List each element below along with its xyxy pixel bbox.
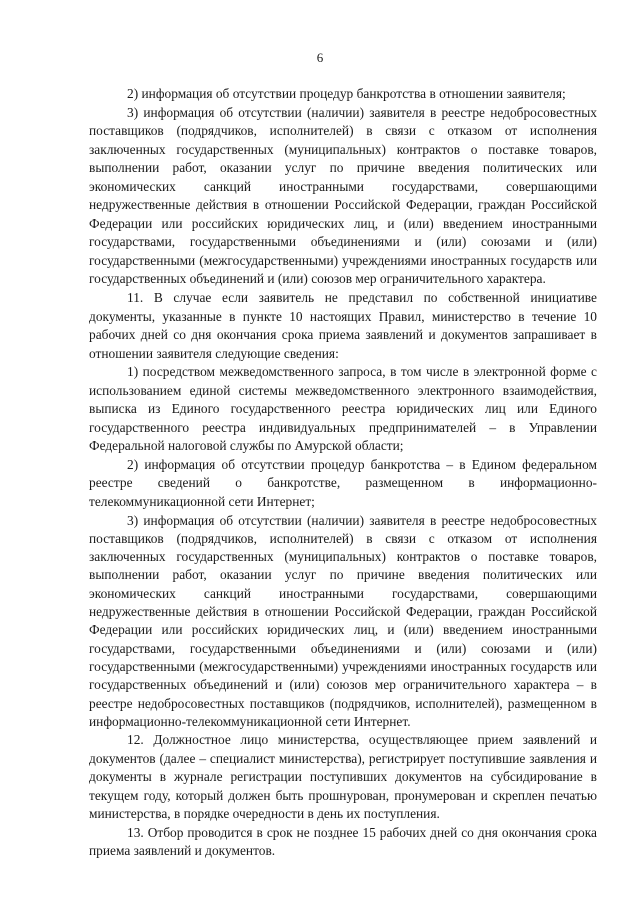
paragraph-11-1-registry-extract: 1) посредством межведомственного запроса, в том числе в электронной форме с использованием единой системы межведомственного электронного взаимодействия, выписка из Единого государственного реестра юридических лиц или Единого государственного реестра индивидуальных предпринимателей – в Управлении Федеральной налоговой службы по Амурской области; (89, 364, 597, 454)
paragraph-12-registration: 12. Должностное лицо министерства, осуществляющее прием заявлений и документов (далее – специалист министерства), регистрирует поступившие заявления и документы в журнале регистрации поступивших документов на субсидирование в текущем году, который должен быть прошнурован, пронумерован и скреплен печатью министерства, в порядке очередности в день их поступления. (89, 732, 597, 822)
paragraph-11-2-bankruptcy-registry: 2) информация об отсутствии процедур банкротства – в Едином федеральном реестре сведений о банкротстве, размещенном в информационно-телекоммуникационной сети Интернет; (89, 456, 597, 510)
paragraph-11-interagency-request: 11. В случае если заявитель не представил по собственной инициативе документы, указанные в пункте 10 настоящих Правил, министерство в течение 10 рабочих дней со дня окончания срока приема заявлений и документов запрашивает в отношении заявителя следующие сведения: (89, 290, 597, 361)
document-body (89, 85, 597, 861)
paragraph-11-3-unfair-suppliers-registry: 3) информация об отсутствии (наличии) заявителя в реестре недобросовестных поставщиков (подрядчиков, исполнителей) в связи с отказом от исполнения заключенных государственных (муниципальных) контрактов о поставке товаров, выполнении работ, оказании услуг по причине введения политических или экономических санкций иностранными государствами, совершающими недружественные действия в отношении Российской Федерации, граждан Российской Федерации или российских юридических лиц, и (или) введением иностранными государствами, государственными объединениями и (или) союзами и (или) государственными (межгосударственными) учреждениями иностранных государств или государственных объединений и (или) союзов мер ограничительного характера – в реестре недобросовестных поставщиков (подрядчиков, исполнителей), размещенном в информационно-телекоммуникационной сети Интернет. (89, 512, 597, 729)
page-number: 6 (316, 50, 324, 65)
paragraph-3-unfair-suppliers-registry: 3) информация об отсутствии (наличии) заявителя в реестре недобросовестных поставщиков (подрядчиков, исполнителей) в связи с отказом от исполнения заключенных государственных (муниципальных) контрактов о поставке товаров, выполнении работ, оказании услуг по причине введения политических или экономических санкций иностранными государствами, совершающими недружественные действия в отношении Российской Федерации, граждан Российской Федерации или российских юридических лиц, и (или) введением иностранными государствами, государственными объединениями и (или) союзами и (или) государственными (межгосударственными) учреждениями иностранных государств или государственных объединений и (или) союзов мер ограничительного характера. (89, 104, 597, 287)
paragraph-13-selection-deadline: 13. Отбор проводится в срок не позднее 15 рабочих дней со дня окончания срока приема заявлений и документов. (89, 824, 597, 859)
paragraph-2-no-bankruptcy: 2) информация об отсутствии процедур банкротства в отношении заявителя; (127, 86, 566, 101)
